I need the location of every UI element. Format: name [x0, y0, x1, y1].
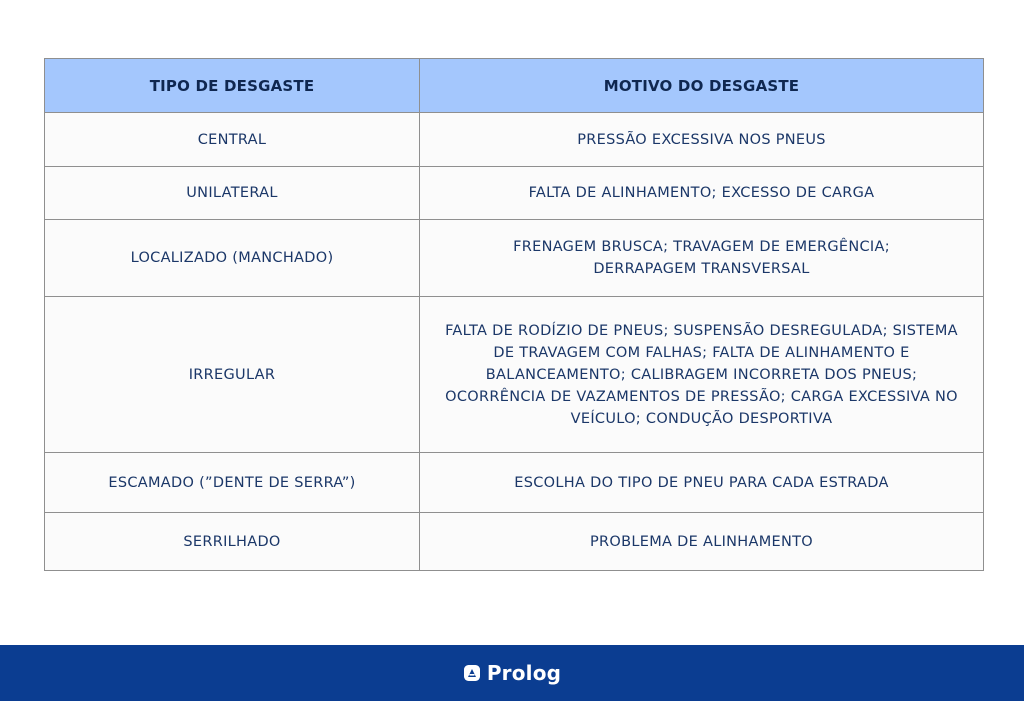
table-header-row — [45, 59, 984, 113]
cell-wear-type: ESCAMADO (”DENTE DE SERRA”) — [45, 453, 420, 513]
header-wear-type: TIPO DE DESGASTE — [45, 59, 420, 113]
cell-wear-reason: FRENAGEM BRUSCA; TRAVAGEM DE EMERGÊNCIA; DERRAPAGEM TRANSVERSAL — [420, 220, 984, 297]
table-row — [45, 220, 984, 297]
cell-wear-reason: PRESSÃO EXCESSIVA NOS PNEUS — [420, 113, 984, 167]
table-row — [45, 113, 984, 167]
footer-bar — [0, 645, 1024, 701]
brand[interactable] — [463, 661, 561, 685]
table-row — [45, 513, 984, 571]
cell-wear-reason: PROBLEMA DE ALINHAMENTO — [420, 513, 984, 571]
cell-wear-reason: FALTA DE RODÍZIO DE PNEUS; SUSPENSÃO DESREGULADA; SISTEMA DE TRAVAGEM COM FALHAS; FALTA DE ALINHAMENTO E BALANCEAMENTO; CALIBRAGEM INCORRETA DOS PNEUS; OCORRÊNCIA DE VAZAMENTOS DE PRESSÃO; CARGA EXCESSIVA NO VEÍCULO; CONDUÇÃO DESPORTIVA — [420, 297, 984, 453]
cell-wear-type: SERRILHADO — [45, 513, 420, 571]
header-wear-reason: MOTIVO DO DESGASTE — [420, 59, 984, 113]
table-row — [45, 297, 984, 453]
cell-wear-type: CENTRAL — [45, 113, 420, 167]
cell-wear-reason: FALTA DE ALINHAMENTO; EXCESSO DE CARGA — [420, 167, 984, 220]
brand-name: Prolog — [486, 661, 562, 685]
cell-wear-reason: ESCOLHA DO TIPO DE PNEU PARA CADA ESTRADA — [420, 453, 984, 513]
cell-wear-type: UNILATERAL — [45, 167, 420, 220]
prolog-logo-icon — [463, 664, 481, 682]
table-row — [45, 453, 984, 513]
table-row — [45, 167, 984, 220]
cell-wear-type: LOCALIZADO (MANCHADO) — [45, 220, 420, 297]
tire-wear-table — [44, 58, 984, 571]
cell-wear-type: IRREGULAR — [45, 297, 420, 453]
